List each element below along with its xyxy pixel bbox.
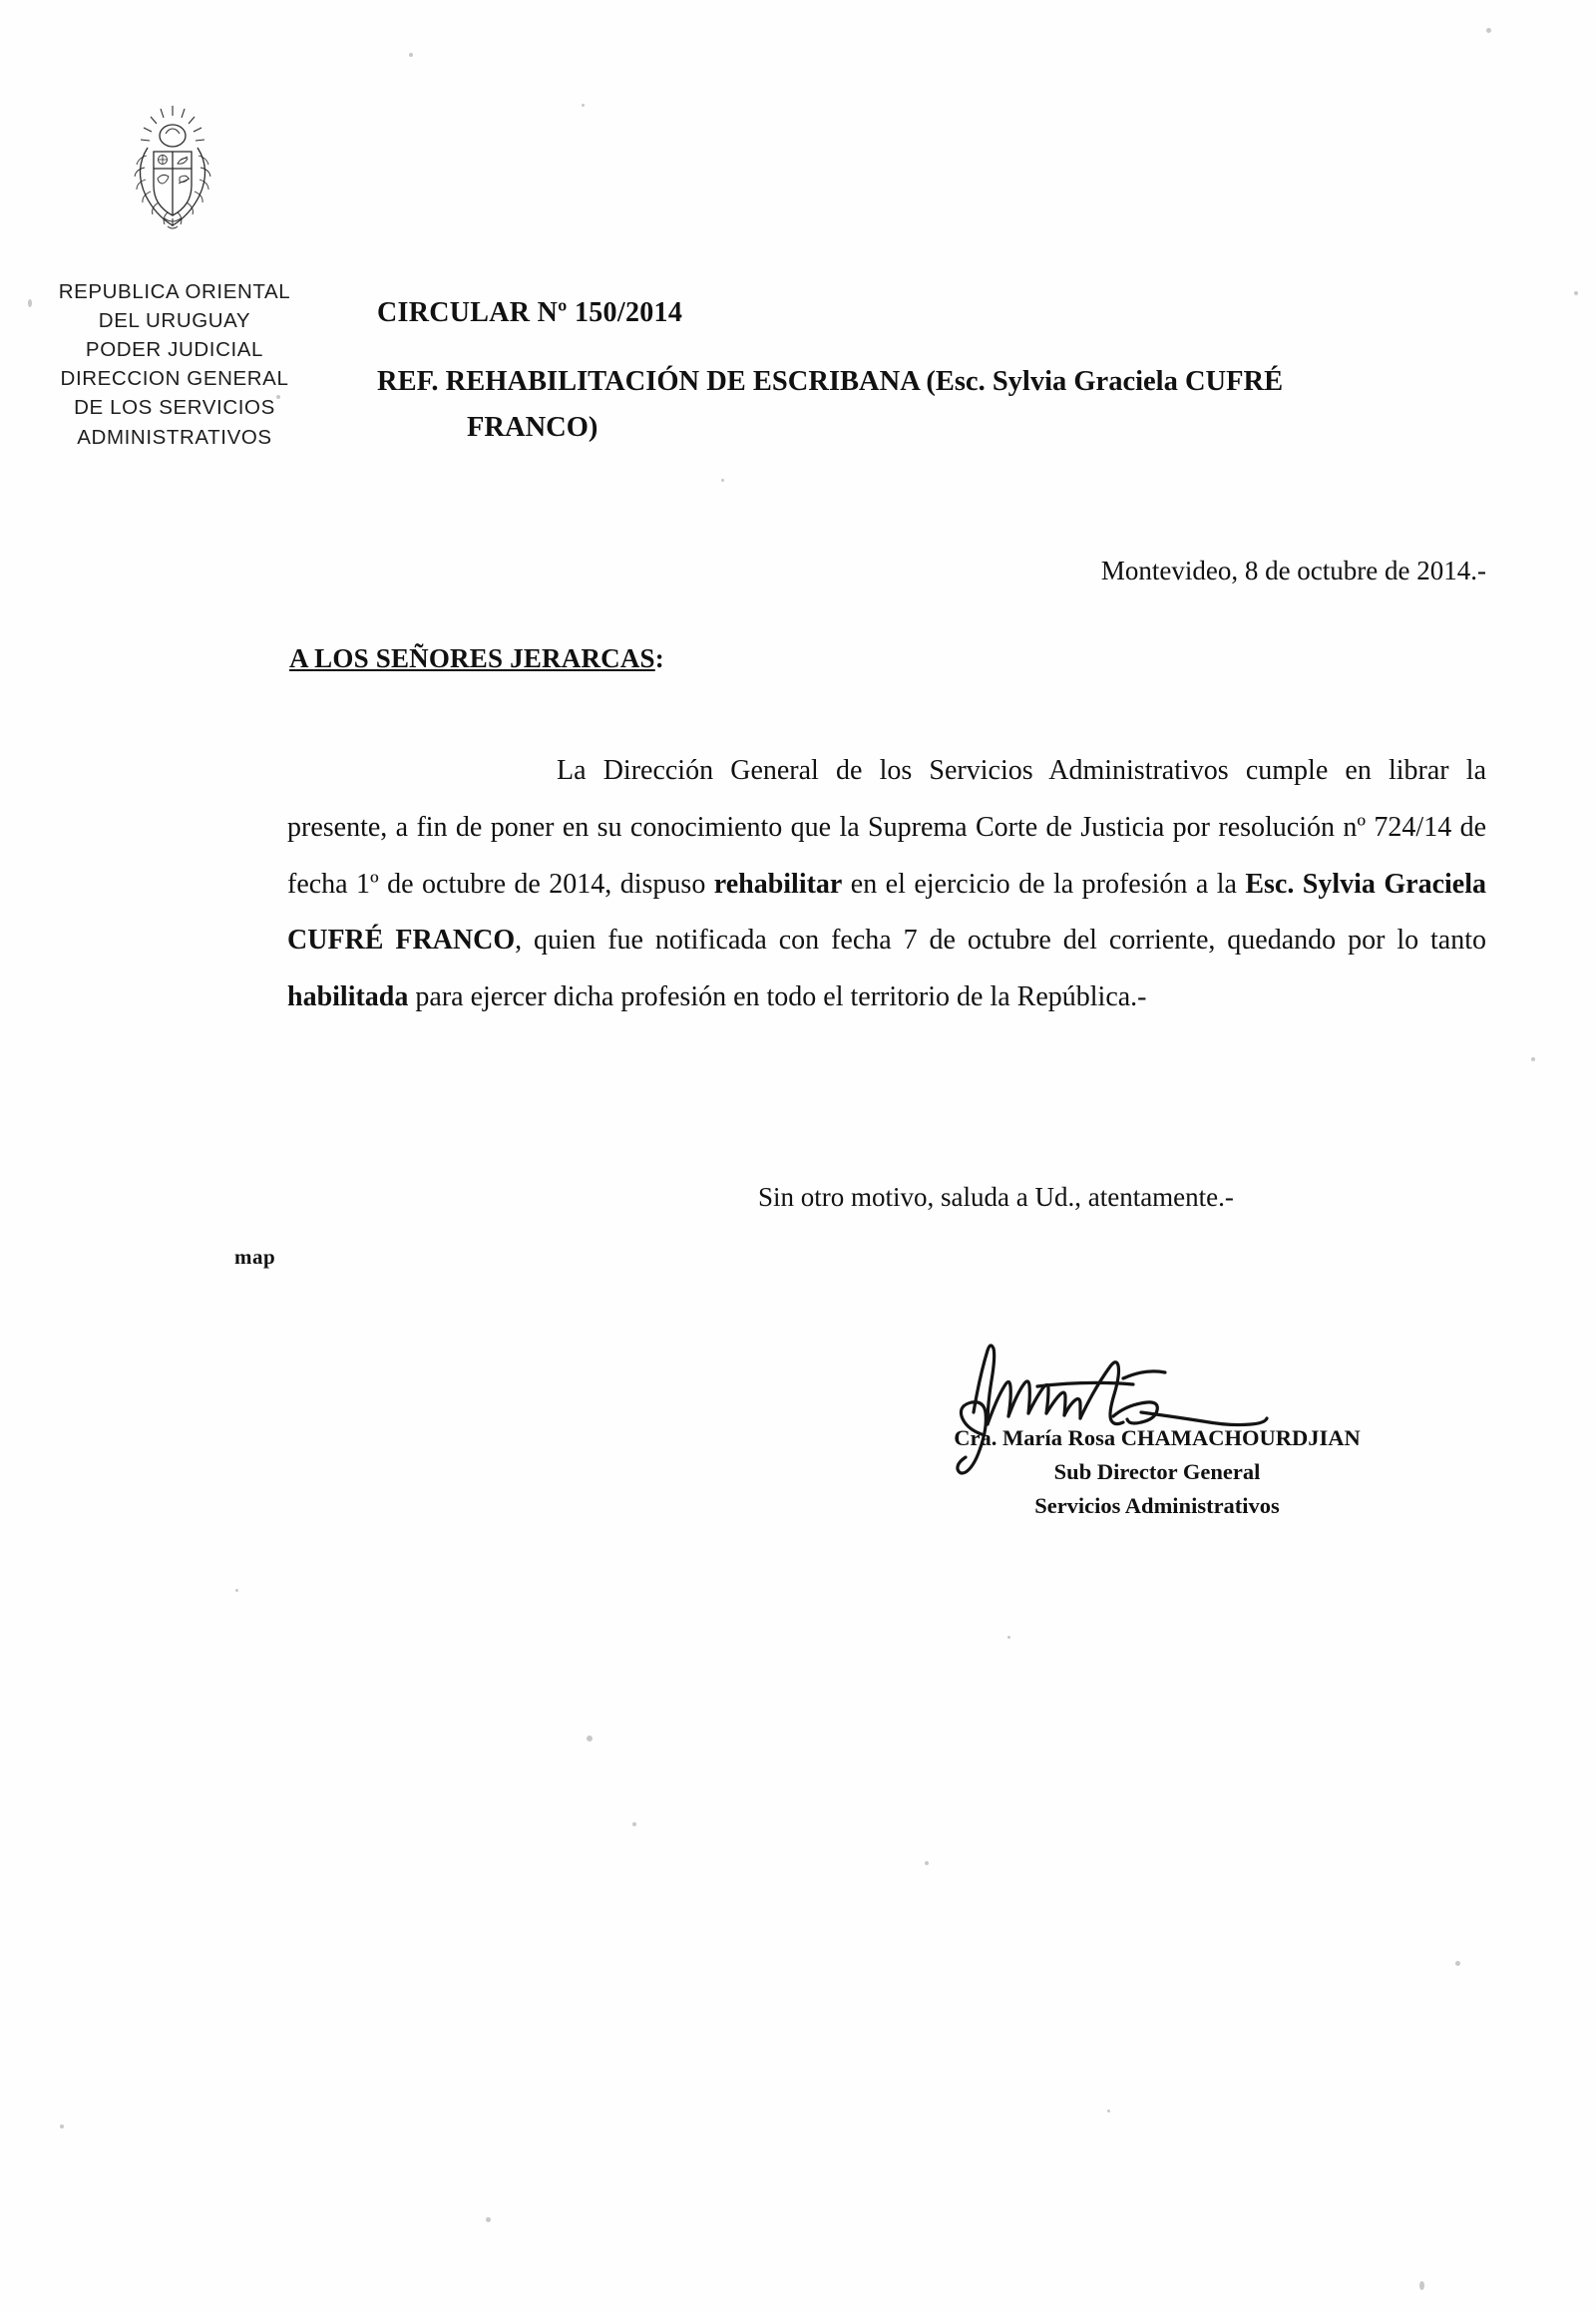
- circular-title: CIRCULAR Nº 150/2014: [377, 297, 683, 328]
- signer-office: Servicios Administrativos: [1034, 1492, 1280, 1518]
- scan-speck: [1486, 28, 1491, 33]
- scan-speck: [60, 2124, 64, 2128]
- letterhead-line-3: PODER JUDICIAL: [85, 338, 264, 362]
- scan-speck: [1455, 1961, 1460, 1966]
- scan-speck: [1531, 1057, 1535, 1061]
- scan-speck: [1419, 2281, 1424, 2290]
- body-part-4: para ejercer dicha profesión en todo el territorio de la República.-: [408, 981, 1147, 1013]
- scan-speck: [587, 1735, 593, 1741]
- scan-speck: [409, 53, 413, 57]
- scan-speck: [235, 1589, 238, 1592]
- letterhead-line-5: DE LOS SERVICIOS: [74, 396, 275, 420]
- scan-speck: [721, 479, 724, 482]
- body-bold-habilitada: habilitada: [287, 981, 409, 1013]
- signature-block: [928, 1421, 1387, 1522]
- closing-line: Sin otro motivo, saluda a Ud., atentamente.-: [758, 1182, 1234, 1212]
- reference-text: REF. REHABILITACIÓN DE ESCRIBANA (Esc. Sylvia Graciela CUFRÉ: [377, 366, 1284, 397]
- scan-speck: [632, 1822, 636, 1826]
- letterhead-line-4: DIRECCION GENERAL: [60, 367, 289, 391]
- typist-initials: map: [234, 1245, 276, 1269]
- salutation-underlined: A LOS SEÑORES JERARCAS: [289, 643, 655, 673]
- scan-speck: [582, 104, 585, 107]
- scan-speck: [1007, 1636, 1010, 1639]
- scan-speck: [925, 1861, 929, 1865]
- scan-speck: [1574, 291, 1578, 295]
- letterhead: [30, 277, 319, 452]
- letterhead-line-2: DEL URUGUAY: [98, 309, 251, 333]
- signer-role: Sub Director General: [1053, 1458, 1261, 1484]
- letterhead-line-1: REPUBLICA ORIENTAL: [58, 280, 291, 303]
- body-bold-rehabilitar: rehabilitar: [713, 868, 843, 900]
- salutation: [289, 643, 664, 674]
- scan-speck: [486, 2217, 491, 2222]
- scan-speck: [1107, 2110, 1110, 2113]
- body-part-2: en el ejercicio de la profesión a la: [842, 868, 1246, 900]
- letterhead-line-6: ADMINISTRATIVOS: [77, 425, 272, 449]
- reference-line: [377, 359, 1484, 451]
- signer-name: Cra. María Rosa CHAMACHOURDJIAN: [954, 1425, 1361, 1450]
- body-part-3: , quien fue notificada con fecha 7 de octubre del corriente, quedando por lo tanto: [515, 925, 1487, 957]
- date-line: Montevideo, 8 de octubre de 2014.-: [1100, 556, 1486, 585]
- body-paragraph: [287, 743, 1486, 1026]
- body-part-1: La Dirección General de los Servicios Administrativos cumple en librar la presente, a fin de poner en su conocimiento que la Suprema Corte de Justicia por resolución nº 724/14 de fecha 1º de octubre de 2014, dispuso: [287, 755, 1486, 900]
- salutation-colon: :: [654, 643, 664, 673]
- coat-of-arms-icon: [118, 100, 227, 234]
- reference-text-cont: FRANCO): [467, 412, 598, 444]
- body-bold-name: Esc. Sylvia Graciela CUFRÉ FRANCO: [287, 868, 1486, 957]
